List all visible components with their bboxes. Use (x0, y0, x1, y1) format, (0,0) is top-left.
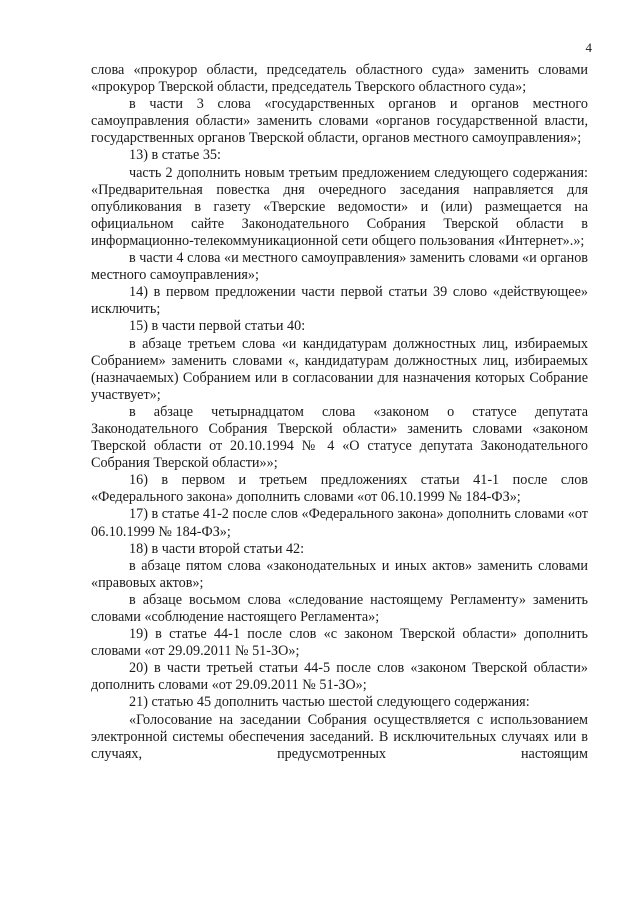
paragraph: в абзаце пятом слова «законодательных и иных актов» заменить словами «правовых актов»; (91, 557, 588, 591)
document-body (91, 62, 588, 763)
page-number: 4 (585, 40, 592, 55)
paragraph: 17) в статье 41-2 после слов «Федерального закона» дополнить словами «от 06.10.1999 № 184-ФЗ»; (91, 506, 588, 540)
paragraph: в абзаце четырнадцатом слова «законом о статусе депутата Законодательного Собрания Тверской области» заменить словами «законом Тверской области от 20.10.1994 № 4 «О статусе депутата Законодательного Собрания Тверской области»»; (91, 403, 588, 472)
paragraph: 14) в первом предложении части первой статьи 39 слово «действующее» исключить; (91, 284, 588, 318)
paragraph: в части 4 слова «и местного самоуправления» заменить словами «и органов местного самоуправления»; (91, 250, 588, 284)
paragraph: 18) в части второй статьи 42: (129, 540, 305, 557)
paragraph: 15) в части первой статьи 40: (129, 318, 306, 335)
paragraph: 19) в статье 44-1 после слов «с законом Тверской области» дополнить словами «от 29.09.2011 № 51-ЗО»; (91, 626, 588, 660)
paragraph: 13) в статье 35: (129, 147, 221, 164)
paragraph: «Голосование на заседании Собрания осуществляется с использованием электронной системы обеспечения заседаний. В исключительных случаях или в случаях, предусмотренных настоящим (91, 711, 588, 762)
paragraph: часть 2 дополнить новым третьим предложением следующего содержания: «Предварительная повестка дня очередного заседания направляется для опубликования в газету «Тверские ведомости» и (или) размещается на официальном сайте Законодательного Собрания Тверской области в информационно-телекоммуникационной сети общего пользования «Интернет».»; (91, 164, 588, 249)
paragraph: в абзаце восьмом слова «следование настоящему Регламенту» заменить словами «соблюдение настоящего Регламента»; (91, 591, 588, 625)
paragraph: 16) в первом и третьем предложениях статьи 41-1 после слов «Федерального закона» дополнить словами «от 06.10.1999 № 184-ФЗ»; (91, 472, 588, 506)
paragraph: в части 3 слова «государственных органов и органов местного самоуправления области» заменить словами «органов государственной власти, государственных органов Тверской области, органов местного самоуправления»; (91, 96, 588, 147)
paragraph: 20) в части третьей статьи 44-5 после слов «законом Тверской области» дополнить словами «от 29.09.2011 № 51-ЗО»; (91, 660, 588, 694)
paragraph: 21) статью 45 дополнить частью шестой следующего содержания: (129, 694, 530, 711)
paragraph: в абзаце третьем слова «и кандидатурам должностных лиц, избираемых Собранием» заменить словами «, кандидатурам должностных лиц, избираемых (назначаемых) Собранием или в согласовании для назначения которых Собрание участвует»; (91, 335, 588, 403)
paragraph: слова «прокурор области, председатель областного суда» заменить словами «прокурор Тверской области, председатель Тверского областного суда»; (91, 62, 588, 96)
